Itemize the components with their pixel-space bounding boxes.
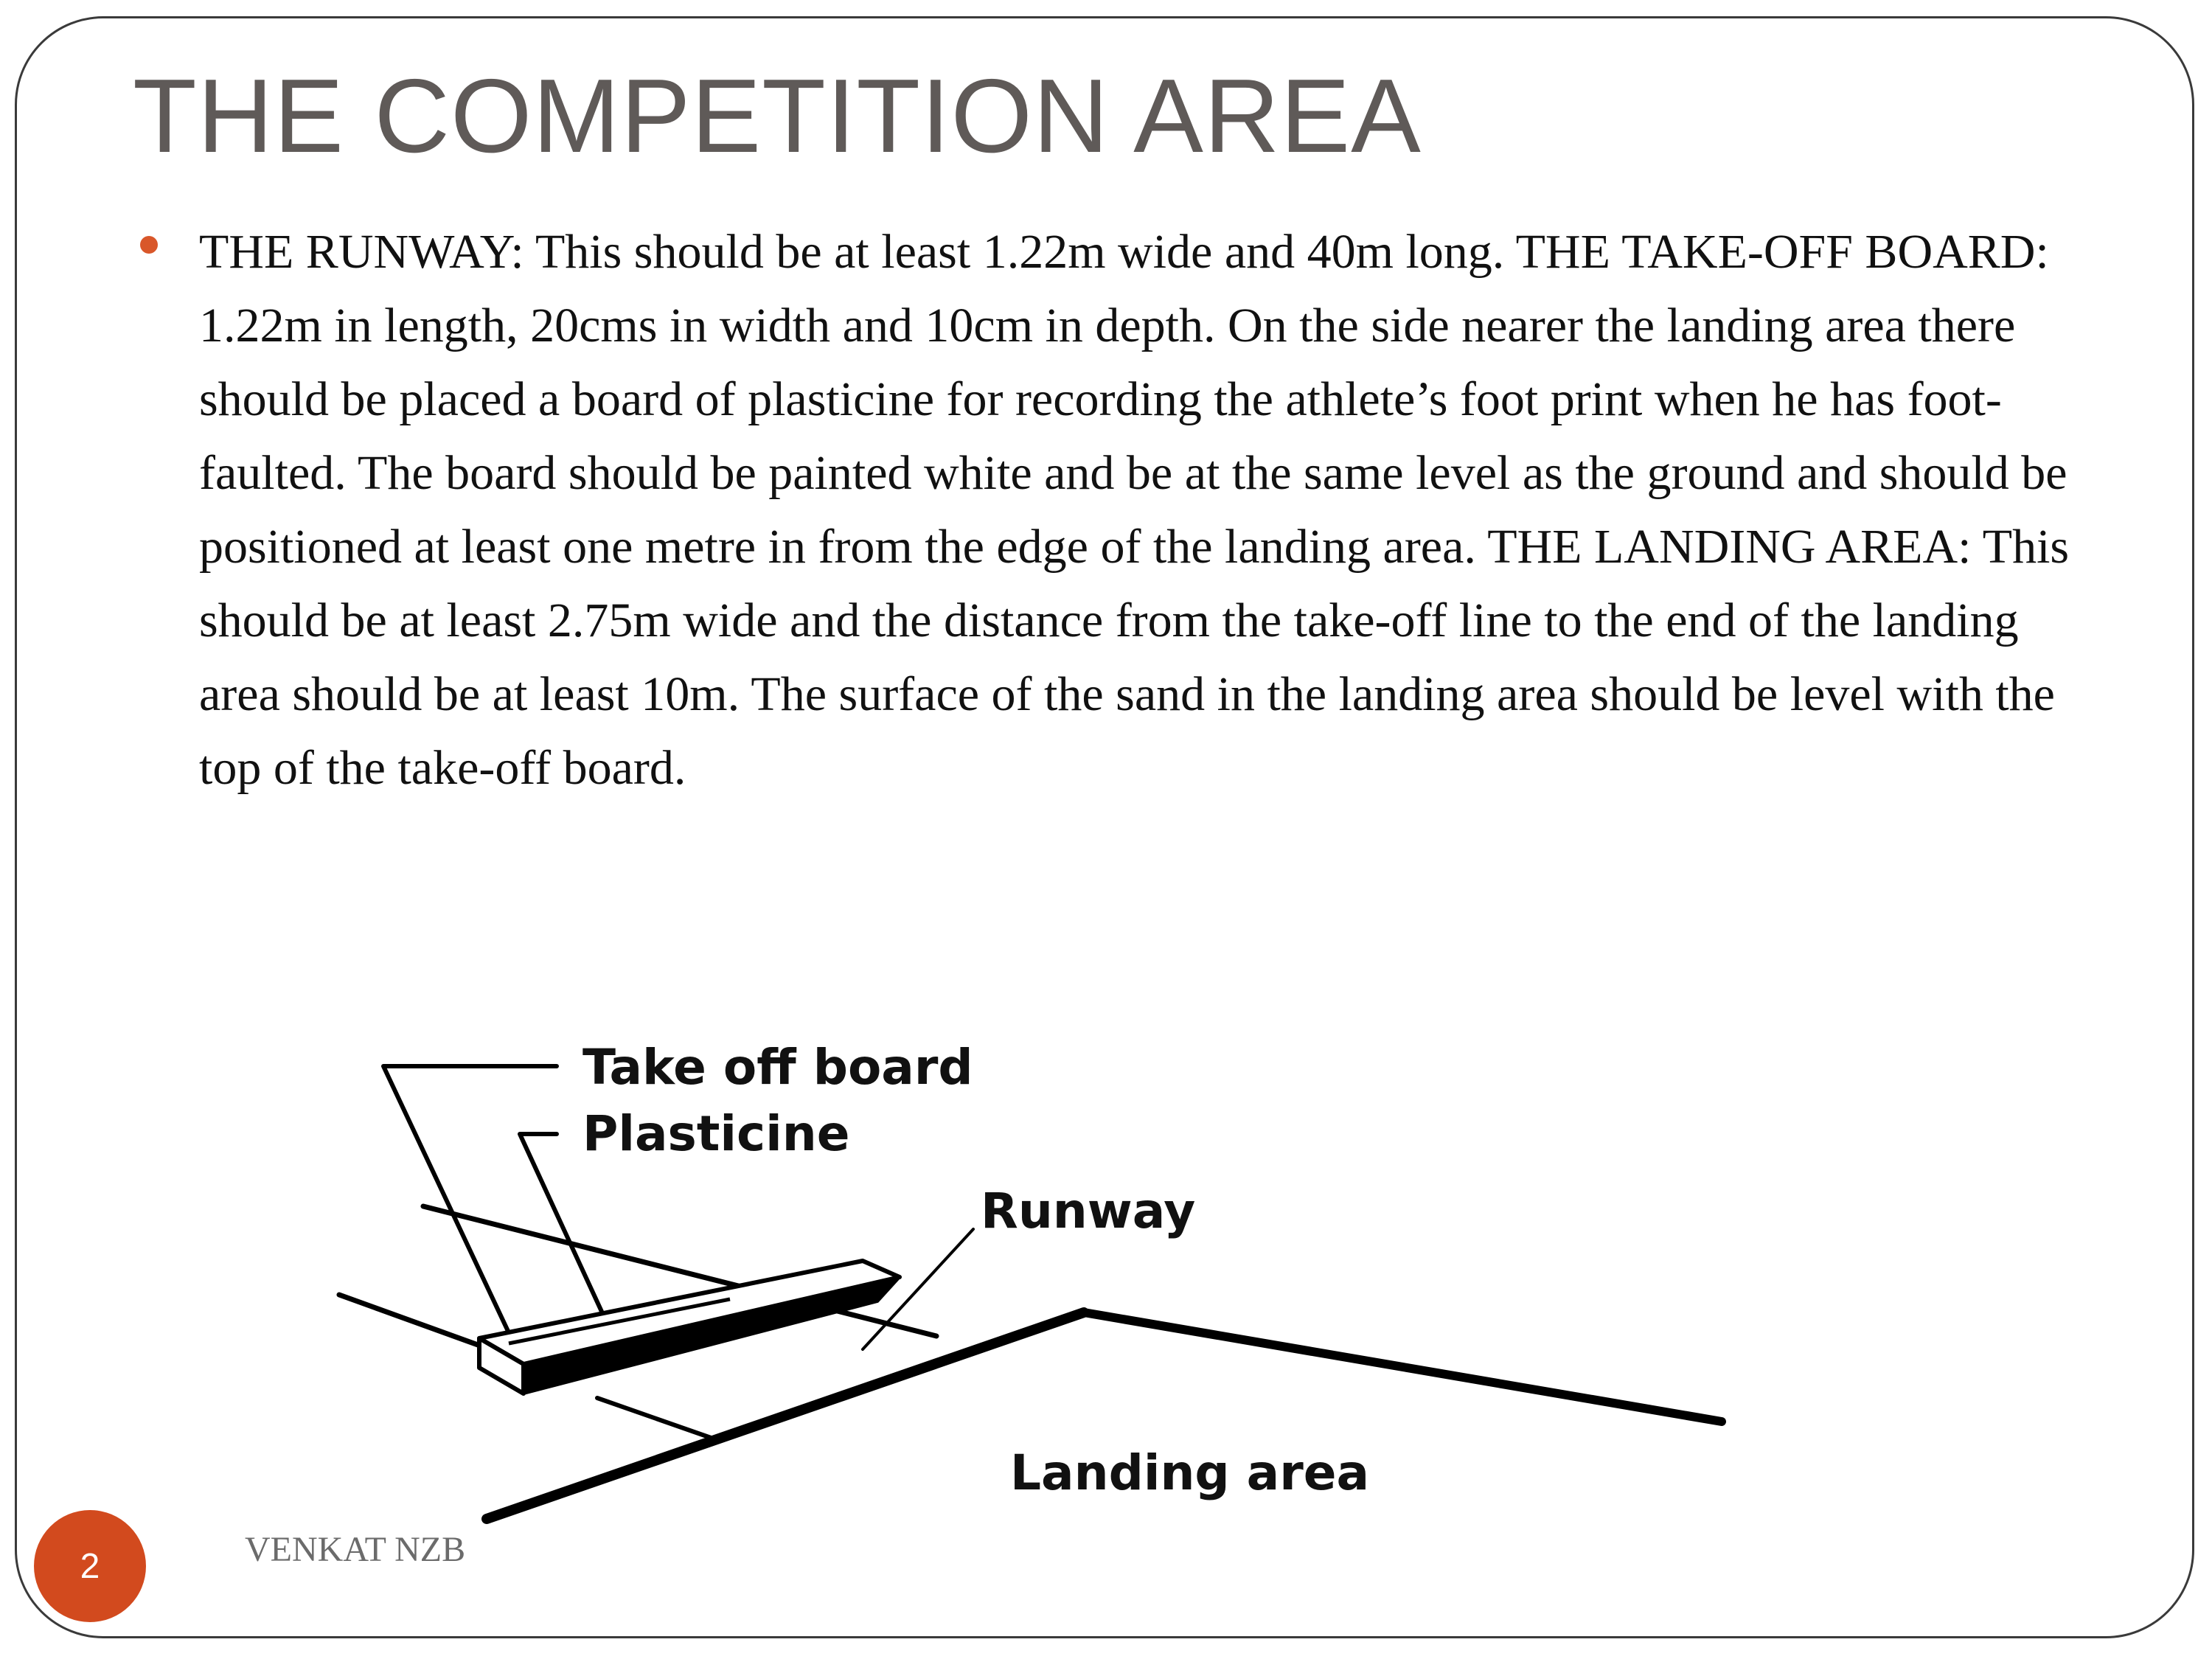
bullet-icon	[140, 236, 158, 254]
footer-author: VENKAT NZB	[245, 1530, 466, 1569]
page-number: 2	[80, 1546, 100, 1586]
plasticine-label: Plasticine	[582, 1105, 850, 1162]
runway-label: Runway	[981, 1183, 1196, 1239]
landing-area-label: Landing area	[1010, 1444, 1370, 1501]
take-off-board-label: Take off board	[582, 1039, 973, 1096]
landing-area-side-edge	[1084, 1312, 1722, 1422]
page-number-badge	[34, 1510, 146, 1622]
slide-title: THE COMPETITION AREA	[133, 58, 1422, 175]
plasticine-leader	[520, 1134, 616, 1342]
long-jump-area-diagram	[317, 1003, 1755, 1556]
runway-inner-line	[597, 1398, 715, 1439]
slide-body-text: THE RUNWAY: This should be at least 1.22m wide and 40m long. THE TAKE-OFF BOARD: 1.22m in length, 20cms in width and 10cm in depth. On the side nearer the landing area there should be placed a board of plasticine for recording the athlete’s foot print when he has foot-faulted. The board should be painted white and be at the same level as the ground and should be positioned at least one metre in from the edge of the landing area. THE LANDING AREA: This should be at least 2.75m wide and the distance from the take-off line to the end of the landing area should be at least 10m. The surface of the sand in the landing area should be level with the top of the take-off board.	[199, 225, 2070, 795]
